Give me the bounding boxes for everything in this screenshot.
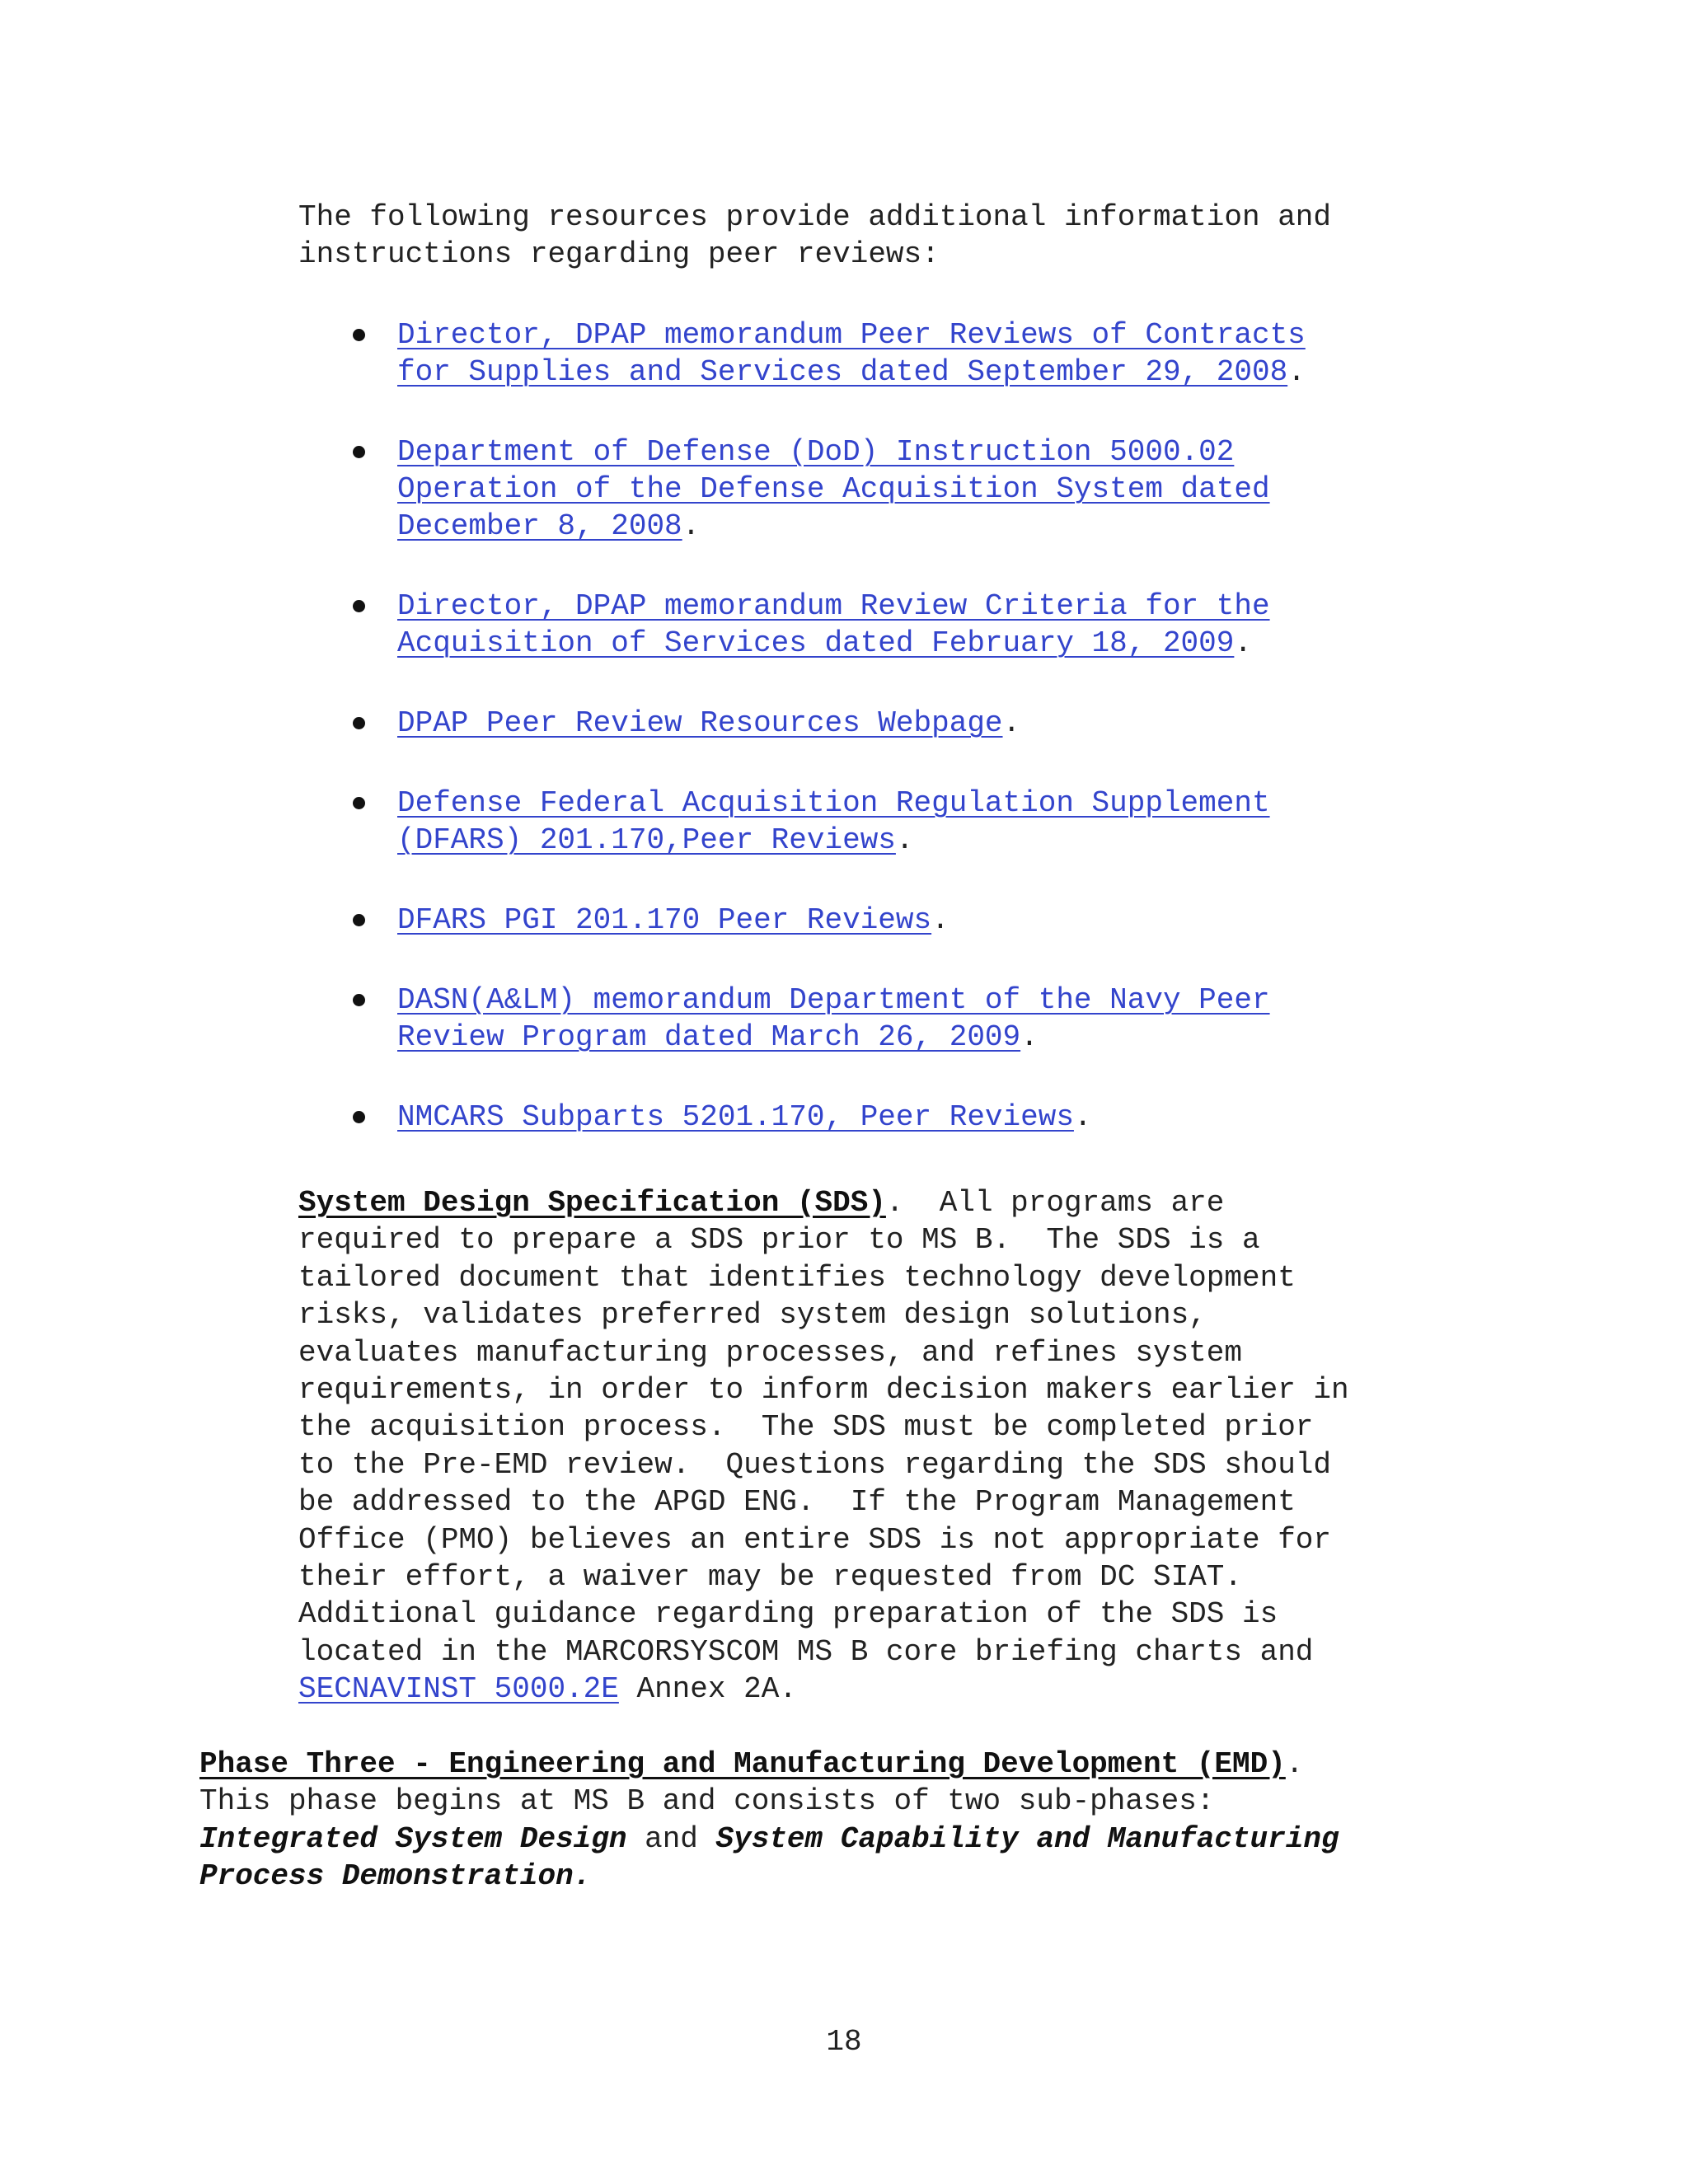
resource-link[interactable]: NMCARS Subparts 5201.170, Peer Reviews bbox=[397, 1100, 1074, 1134]
punctuation: . bbox=[1002, 706, 1021, 740]
sds-line: the acquisition process. The SDS must be completed prior bbox=[298, 1410, 1314, 1445]
list-item bbox=[298, 785, 1502, 859]
resource-link[interactable]: (DFARS) 201.170,Peer Reviews bbox=[397, 823, 896, 857]
intro-paragraph bbox=[298, 199, 1502, 273]
resource-link[interactable]: DPAP Peer Review Resources Webpage bbox=[397, 706, 1003, 740]
list-item bbox=[298, 705, 1502, 742]
sds-line: required to prepare a SDS prior to MS B. The SDS is a bbox=[298, 1223, 1260, 1258]
list-item bbox=[298, 1099, 1502, 1136]
sds-last-tail: Annex 2A. bbox=[618, 1672, 797, 1707]
list-item bbox=[298, 982, 1502, 1056]
sds-heading: System Design Specification (SDS) bbox=[298, 1186, 886, 1220]
sds-line: located in the MARCORSYSCOM MS B core briefing charts and bbox=[298, 1634, 1314, 1669]
resource-link[interactable]: Defense Federal Acquisition Regulation Supplement bbox=[397, 786, 1270, 820]
term-system-capability: System Capability and Manufacturing bbox=[715, 1821, 1339, 1856]
term-process-demonstration: Process Demonstration bbox=[199, 1859, 574, 1894]
joiner-text: and bbox=[626, 1821, 716, 1856]
resource-link[interactable]: Director, DPAP memorandum Peer Reviews of Contracts bbox=[397, 318, 1306, 352]
punctuation: . bbox=[1073, 1100, 1092, 1134]
sds-line: requirements, in order to inform decision makers earlier in bbox=[298, 1373, 1349, 1408]
sds-line: risks, validates preferred system design solutions, bbox=[298, 1298, 1207, 1333]
sds-line: to the Pre-EMD review. Questions regarding the SDS should bbox=[298, 1447, 1332, 1482]
punctuation: . bbox=[682, 509, 701, 543]
sds-line: be addressed to the APGD ENG. If the Program Management bbox=[298, 1485, 1296, 1520]
bullet-icon bbox=[353, 994, 365, 1006]
resource-link[interactable]: DASN(A&LM) memorandum Department of the Navy Peer bbox=[397, 983, 1270, 1017]
resource-link[interactable]: for Supplies and Services dated September 29, 2008 bbox=[397, 355, 1288, 389]
phase-three-heading: Phase Three - Engineering and Manufacturing Development (EMD) bbox=[199, 1747, 1286, 1781]
punctuation: . bbox=[1287, 355, 1306, 389]
bullet-icon bbox=[353, 1111, 365, 1123]
bullet-icon bbox=[353, 717, 365, 729]
term-integrated-system-design: Integrated System Design bbox=[199, 1821, 627, 1856]
phase-three-paragraph bbox=[199, 1746, 1518, 1896]
bullet-icon bbox=[353, 914, 365, 926]
sds-line: their effort, a waiver may be requested from DC SIAT. bbox=[298, 1560, 1242, 1595]
punctuation: . bbox=[1020, 1020, 1039, 1054]
list-item bbox=[298, 902, 1502, 939]
resource-link[interactable]: Director, DPAP memorandum Review Criteria for the bbox=[397, 589, 1270, 623]
resource-link[interactable]: December 8, 2008 bbox=[397, 509, 682, 543]
list-item bbox=[298, 316, 1502, 391]
sds-line: Office (PMO) believes an entire SDS is not appropriate for bbox=[298, 1522, 1332, 1557]
sds-line: Additional guidance regarding preparation of the SDS is bbox=[298, 1597, 1278, 1632]
punctuation: . bbox=[1234, 626, 1252, 660]
secnavinst-link[interactable]: SECNAVINST 5000.2E bbox=[298, 1672, 619, 1707]
punctuation: . bbox=[895, 823, 914, 857]
resource-list bbox=[298, 316, 1502, 1179]
list-item bbox=[298, 588, 1502, 662]
phase-three-line: This phase begins at MS B and consists of two sub-phases: bbox=[199, 1784, 1215, 1819]
resource-link[interactable]: Department of Defense (DoD) Instruction 5000.02 bbox=[397, 435, 1235, 469]
bullet-icon bbox=[353, 329, 365, 341]
list-item bbox=[298, 434, 1502, 545]
resource-link[interactable]: DFARS PGI 201.170 Peer Reviews bbox=[397, 903, 932, 937]
intro-line: instructions regarding peer reviews: bbox=[298, 237, 940, 271]
bullet-icon bbox=[353, 600, 365, 612]
bullet-icon bbox=[353, 446, 365, 458]
resource-link[interactable]: Review Program dated March 26, 2009 bbox=[397, 1020, 1021, 1054]
phase-three-heading-tail: . bbox=[1285, 1747, 1304, 1781]
resource-link[interactable]: Operation of the Defense Acquisition System dated bbox=[397, 472, 1270, 506]
sds-line: tailored document that identifies technology development bbox=[298, 1260, 1296, 1295]
sds-line: evaluates manufacturing processes, and refines system bbox=[298, 1335, 1242, 1370]
resource-link[interactable]: Acquisition of Services dated February 18, 2009 bbox=[397, 626, 1235, 660]
intro-line: The following resources provide additional information and bbox=[298, 200, 1332, 234]
sds-paragraph bbox=[298, 1184, 1502, 1708]
bullet-icon bbox=[353, 797, 365, 809]
page-number: 18 bbox=[826, 2025, 862, 2059]
punctuation: . bbox=[931, 903, 950, 937]
sds-heading-tail: . All programs are bbox=[885, 1186, 1225, 1220]
phase-three-end: . bbox=[573, 1859, 592, 1894]
